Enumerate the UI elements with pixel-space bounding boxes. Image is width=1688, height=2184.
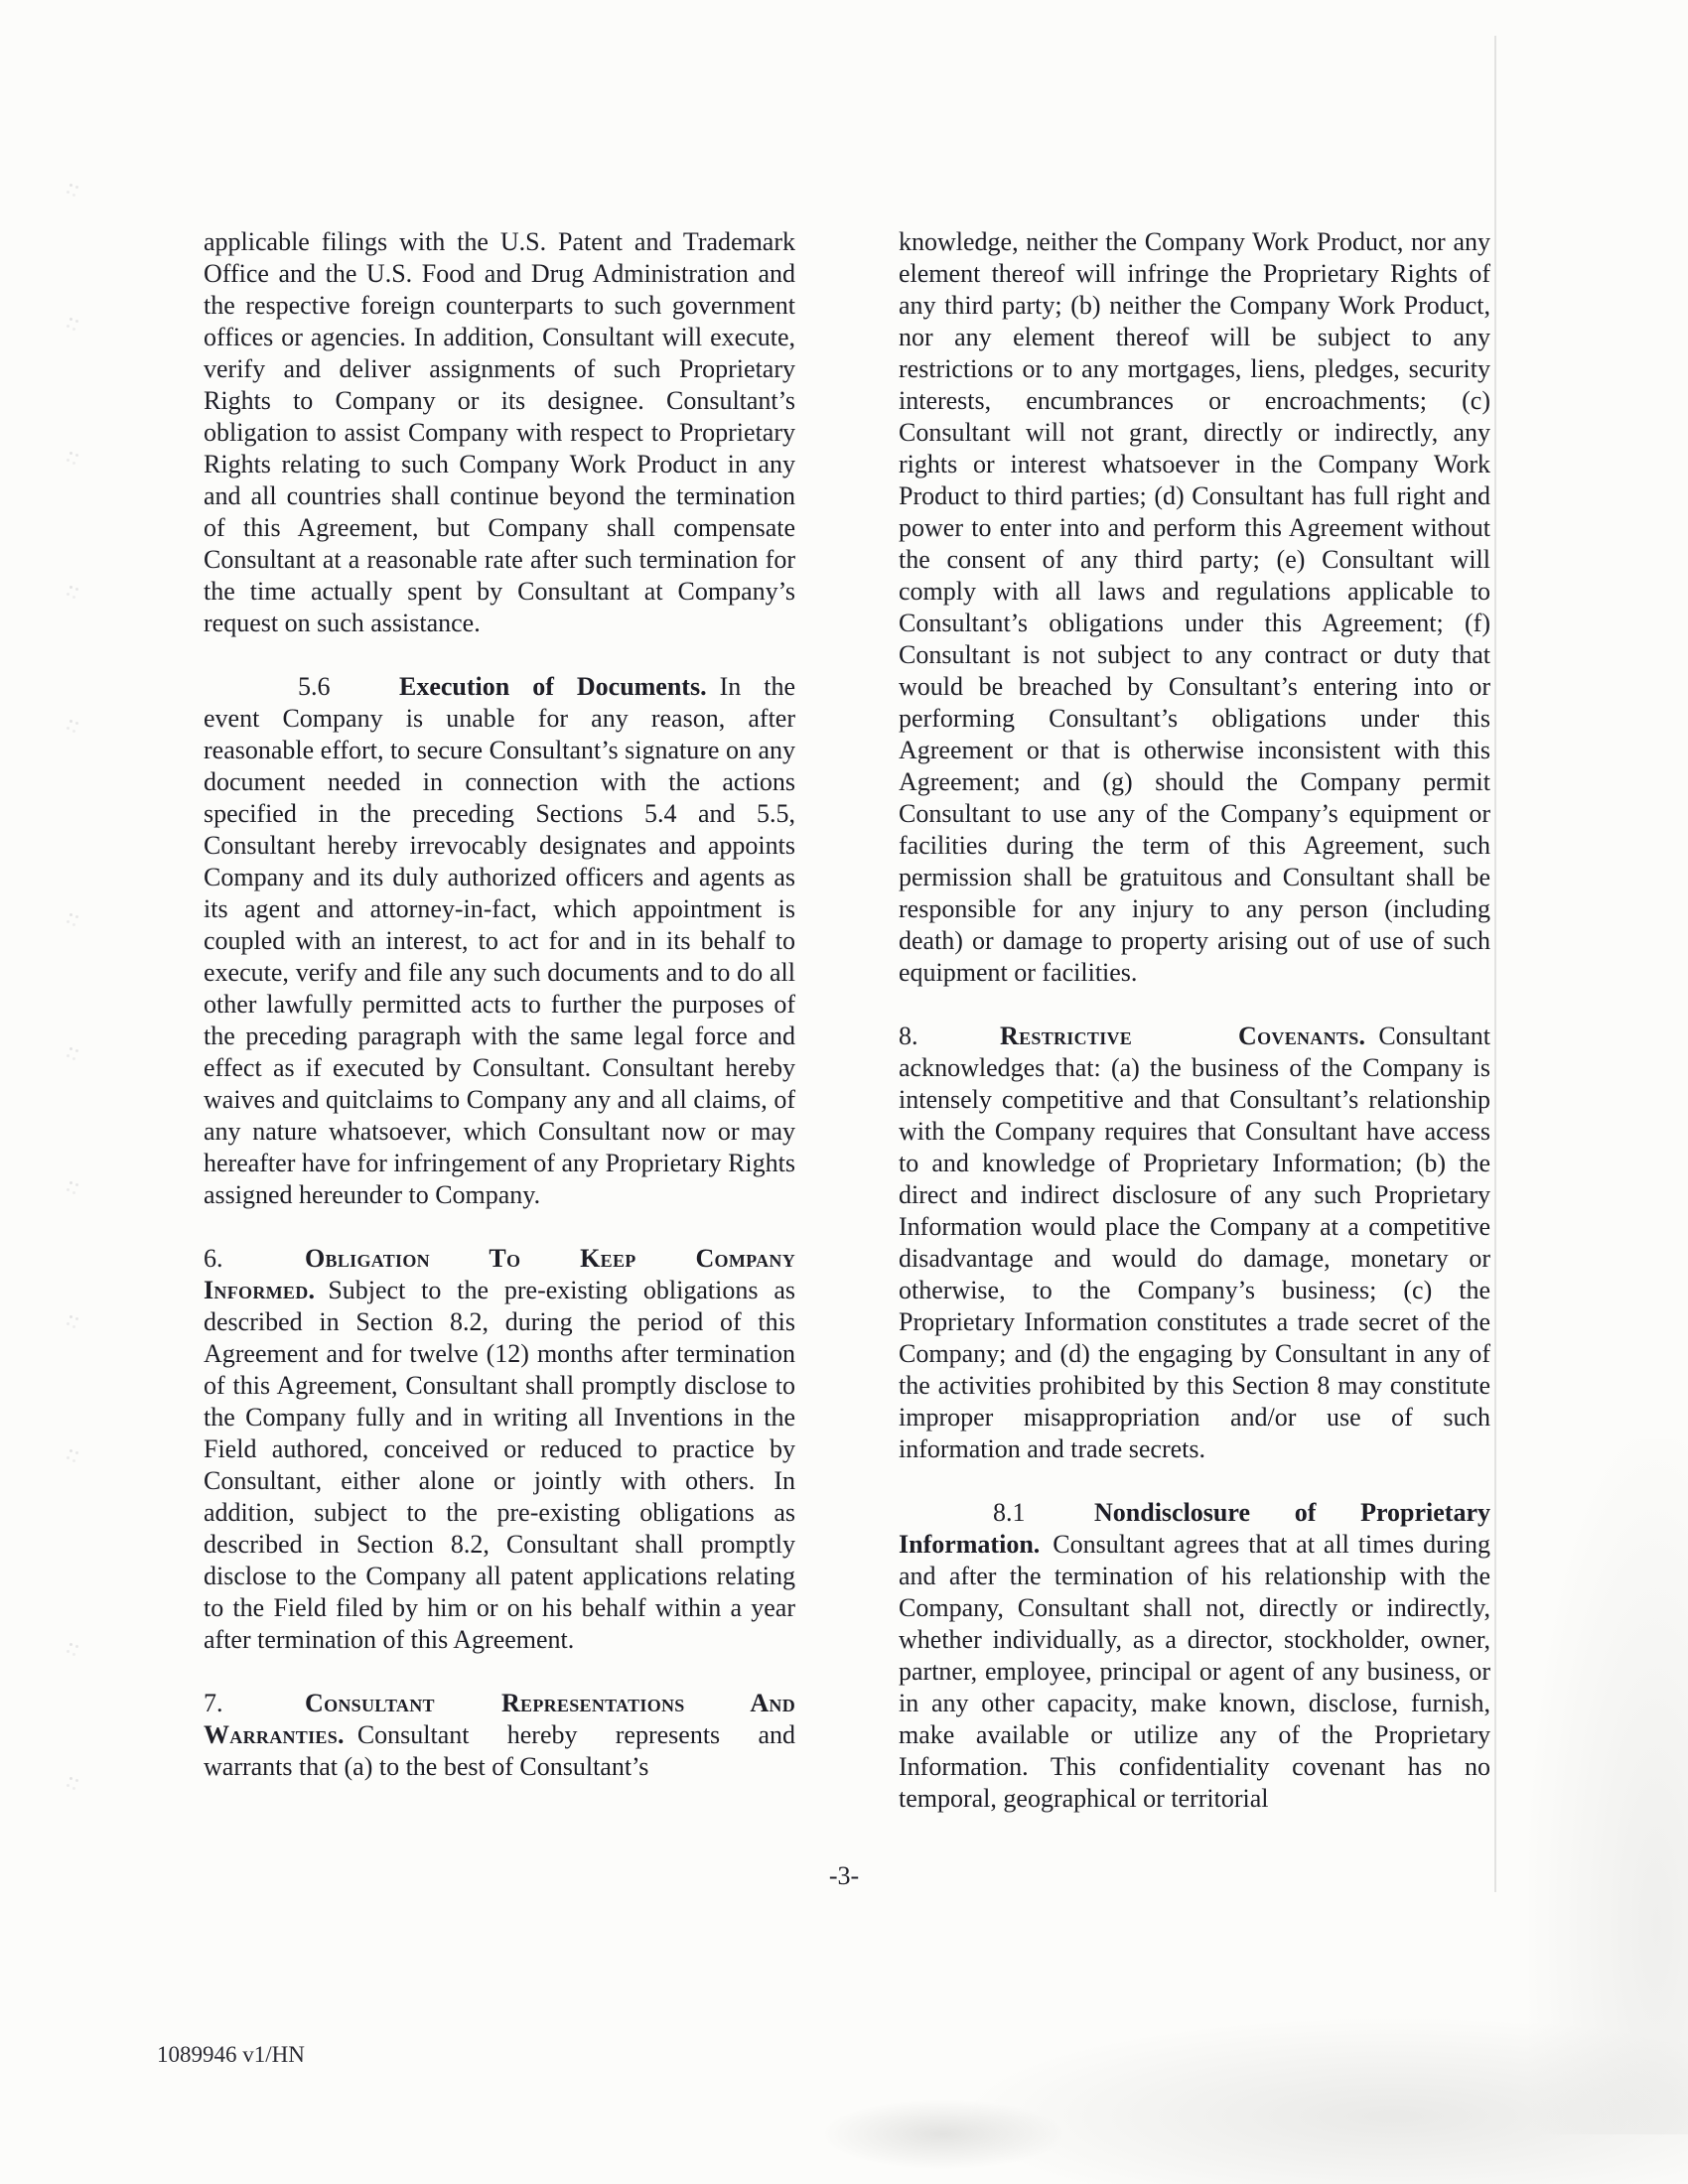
section-7-paragraph [204,1688,795,1783]
paragraph-text: knowledge, neither the Company Work Product, nor any element thereof will infringe the Proprietary Rights of any third party; (b) neither the Company Work Product, nor any element thereof will be subject to any restrictions or to any mortgages, liens, pledges, security interests, encumbrances or encroachments; (c) Consultant will not grant, directly or indirectly, any rights or interest whatsoever in the Company Work Product to third parties; (d) Consultant has full right and power to enter into and perform this Agreement without the consent of any third party; (e) Consultant will comply with all laws and regulations applicable to Consultant’s obligations under this Agreement; (f) Consultant is not subject to any contract or duty that would be breached by Consultant’s entering into or performing Consultant’s obligations under this Agreement or that is otherwise inconsistent with this Agreement; and (g) should the Company permit Consultant to use any of the Company’s equipment or facilities during the term of this Agreement, such permission shall be gratuitous and Consultant shall be responsible for any injury to any person (including death) or damage to property arising out of use of such equipment or facilities. [899,227,1490,987]
scan-artifact-speck [70,1643,72,1646]
body-paragraph-continuation [899,226,1490,989]
scan-artifact-speck [70,1315,72,1318]
scan-artifact-speck [70,1449,72,1452]
section-heading: Execution of Documents. [399,672,707,701]
right-text-column [899,226,1490,1815]
scan-artifact-speck [70,913,72,916]
section-5-6-paragraph [204,671,795,1211]
scan-artifact-speck [70,586,72,589]
paragraph-text: In the event Company is unable for any reason, after reasonable effort, to secure Consultant’s signature on any document needed in connection with the actions specified in the preceding Sections 5.4 and 5.5, Consultant hereby irrevocably designates and appoints Company and its duly authorized officers and agents as its agent and attorney-in-fact, which appointment is coupled with an interest, to act for and in its behalf to execute, verify and file any such documents and to do all other lawfully permitted acts to further the purposes of the preceding paragraph with the same legal force and effect as if executed by Consultant. Consultant hereby waives and quitclaims to Company any and all claims, of any nature whatsoever, which Consultant now or may hereafter have for infringement of any Proprietary Rights assigned hereunder to Company. [204,672,796,1209]
paragraph-text: Subject to the pre-existing obligations as described in Section 8.2, during the period of this Agreement and for twelve (12) months after termination of this Agreement, Consultant shall promptly disclose to the Company fully and in writing all Inventions in the Field authored, conceived or reduced to practice by Consultant, either alone or jointly with others. In addition, subject to the pre-existing obligations as described in Section 8.2, Consultant shall promptly disclose to the Company all patent applications relating to the Field filed by him or on his behalf within a year after termination of this Agreement. [204,1276,795,1654]
paragraph-text: Consultant hereby represents and warrants that (a) to the best of Consultant’s [204,1720,795,1781]
scan-artifact-speck [70,1181,72,1184]
left-text-column [204,226,795,1783]
body-paragraph-continuation [204,226,795,639]
scan-artifact-vertical-line [1494,36,1496,1892]
scan-artifact-speck [70,1047,72,1050]
section-heading: Restrictive Covenants. [1000,1022,1366,1050]
section-heading: Obligation To Keep Company Informed. [204,1244,795,1304]
section-8-paragraph [899,1021,1490,1465]
section-number: 5.6 [298,672,331,701]
scan-artifact-speck [70,1777,72,1780]
section-number: 8.1 [993,1498,1026,1527]
section-6-paragraph [204,1243,795,1656]
scan-artifact-smudge [824,2100,1062,2169]
paragraph-text: applicable filings with the U.S. Patent and Trademark Office and the U.S. Food and Drug Administration and the respective foreign counterparts to such government offices or agencies. In addition, Consultant will execute, verify and deliver assignments of such Proprietary Rights to Company or its designee. Consultant’s obligation to assist Company with respect to Proprietary Rights relating to such Company Work Product in any and all countries shall continue beyond the termination of this Agreement, but Company shall compensate Consultant at a reasonable rate after such termination for the time actually spent by Consultant at Company’s request on such assistance. [204,227,795,637]
scan-artifact-speck [70,452,72,455]
scan-artifact-speck [70,720,72,723]
section-number: 6. [204,1244,223,1273]
page-number: -3- [828,1861,860,1890]
section-number: 7. [204,1689,223,1717]
scan-artifact-smudge [1529,1439,1688,2134]
paragraph-text: Consultant agrees that at all times during and after the termination of his relationship with the Company, Consultant shall not, directly or indirectly, whether individually, as a director, stockholder, owner, partner, employee, principal or agent of any business, or in any other capacity, make known, disclose, furnish, make available or utilize any of the Proprietary Information. This confidentiality covenant has no temporal, geographical or territorial [899,1530,1490,1813]
scan-artifact-speck [70,184,72,187]
section-heading: Consultant Representations And Warranties. [204,1689,795,1749]
paragraph-text: Consultant acknowledges that: (a) the business of the Company is intensely competitive and that Consultant’s relationship with the Company requires that Consultant have access to and knowledge of Proprietary Information; (b) the direct and indirect disclosure of any such Proprietary Information would place the Company at a competitive disadvantage and would do damage, monetary or otherwise, to the Company’s business; (c) the Proprietary Information constitutes a trade secret of the Company; and (d) the engaging by Consultant in any of the activities prohibited by this Section 8 may constitute improper misappropriation and/or use of such information and trade secrets. [899,1022,1490,1463]
scan-artifact-speck [70,318,72,321]
section-number: 8. [899,1022,918,1050]
section-8-1-paragraph [899,1497,1490,1815]
footer-document-reference: 1089946 v1/HN [157,2042,305,2067]
section-heading: Nondisclosure of Proprietary Information. [899,1498,1490,1559]
